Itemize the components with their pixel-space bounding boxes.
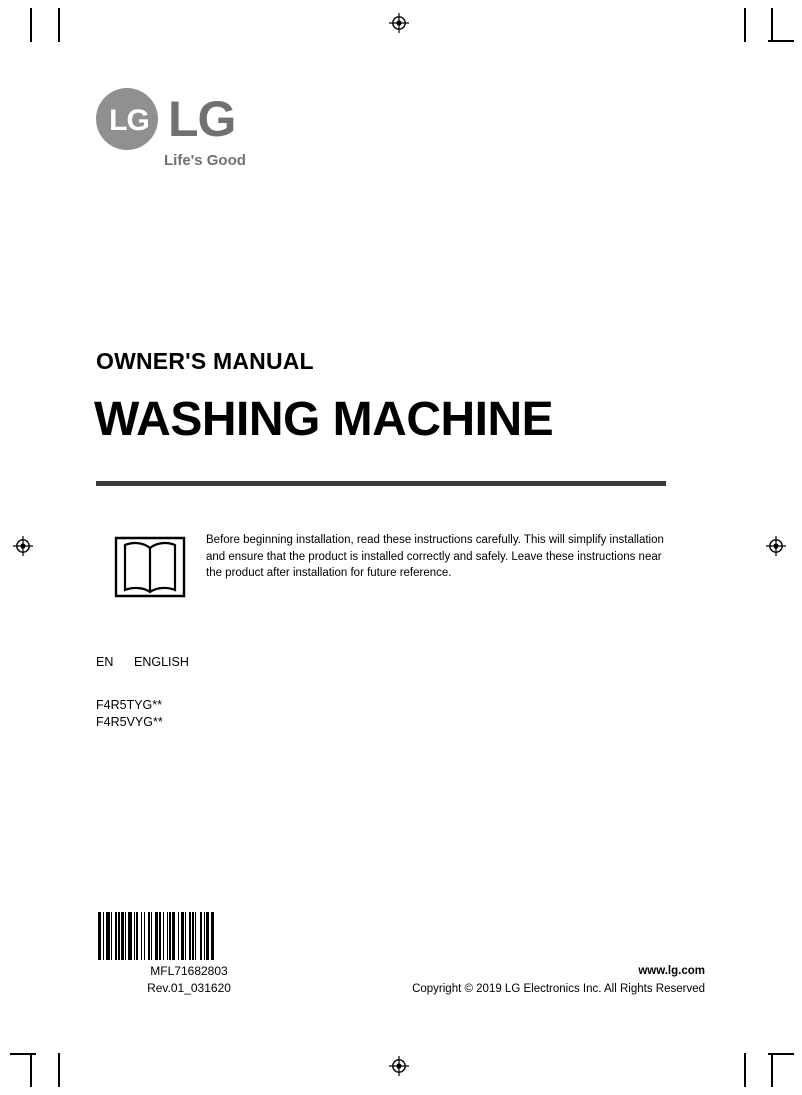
installation-notice-text: Before beginning installation, read these instructions carefully. This will simplify installation and ensure that the product is installed correctly and safely. Leave these instructions near the product after installation for future reference. bbox=[206, 534, 664, 580]
language-code: EN bbox=[96, 655, 114, 669]
page-title: WASHING MACHINE bbox=[94, 393, 554, 446]
barcode-revision: Rev.01_031620 bbox=[147, 981, 231, 996]
registration-mark-bottom bbox=[389, 1056, 409, 1076]
lg-logo-row bbox=[96, 88, 296, 150]
model-number: F4R5TYG** bbox=[96, 698, 162, 712]
footer-website[interactable]: www.lg.com bbox=[638, 965, 705, 977]
registration-mark-left bbox=[13, 536, 33, 556]
footer-copyright: Copyright © 2019 LG Electronics Inc. All Rights Reserved bbox=[412, 983, 705, 996]
crop-mark-bottom-left-horizontal bbox=[10, 1053, 36, 1055]
crop-mark-top-right-vertical bbox=[771, 8, 773, 42]
lg-circle-mark bbox=[96, 88, 158, 150]
crop-mark-bottom-left-inner-vertical bbox=[58, 1053, 60, 1087]
language-row bbox=[96, 655, 189, 669]
registration-mark-right bbox=[766, 536, 786, 556]
model-list bbox=[96, 697, 163, 731]
barcode-caption bbox=[96, 963, 282, 998]
lg-circle-label: LG bbox=[109, 104, 149, 137]
model-number: F4R5VYG** bbox=[96, 714, 163, 729]
lg-tagline: Life's Good bbox=[164, 152, 246, 169]
language-name: ENGLISH bbox=[134, 655, 189, 669]
crop-mark-top-left-vertical bbox=[30, 8, 32, 42]
crop-mark-top-right-horizontal bbox=[768, 40, 794, 42]
footer bbox=[412, 962, 705, 999]
lg-wordmark: LG bbox=[168, 91, 236, 147]
title-divider bbox=[96, 481, 666, 486]
open-book-icon bbox=[110, 528, 190, 608]
manual-label: OWNER'S MANUAL bbox=[96, 348, 314, 374]
crop-mark-bottom-right-horizontal bbox=[768, 1053, 794, 1055]
registration-mark-top bbox=[389, 13, 409, 33]
barcode-image bbox=[98, 912, 278, 960]
crop-mark-top-left-inner-vertical bbox=[58, 8, 60, 42]
barcode-number: MFL71682803 bbox=[150, 964, 228, 978]
lg-logo bbox=[96, 88, 296, 169]
crop-mark-top-right-inner-vertical bbox=[744, 8, 746, 42]
installation-notice bbox=[110, 528, 700, 608]
crop-mark-bottom-right-vertical bbox=[771, 1053, 773, 1087]
crop-mark-bottom-right-inner-vertical bbox=[744, 1053, 746, 1087]
crop-mark-bottom-left-vertical bbox=[30, 1053, 32, 1087]
